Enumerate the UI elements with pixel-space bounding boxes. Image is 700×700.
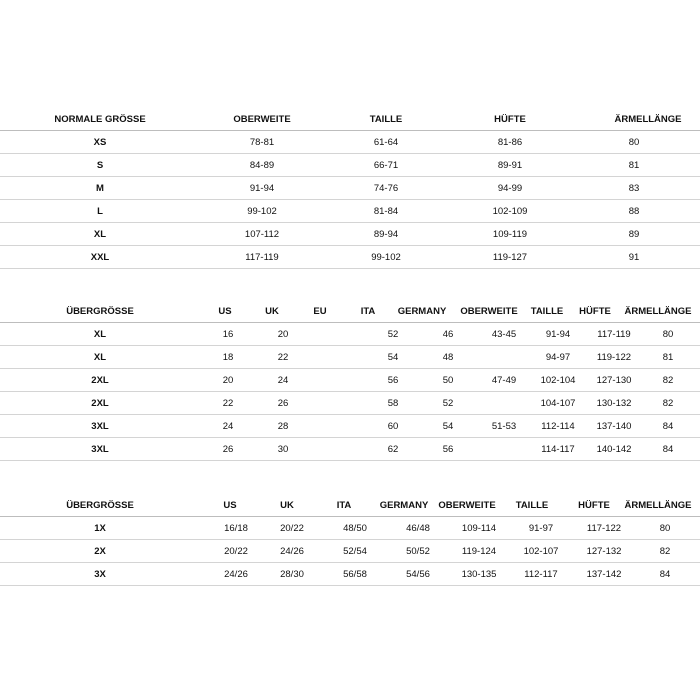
table-row [0,438,700,461]
table-row [0,154,700,177]
header-cell: ÄRMELLÄNGE [624,305,692,317]
value-cell: 102-104 [540,374,576,386]
value-cell: 80 [628,136,640,148]
header-cell: GERMANY [397,305,447,317]
value-cell: 52/54 [343,545,367,557]
header-cell: UK [265,305,279,317]
value-cell: 46/48 [406,522,430,534]
value-cell: 127-132 [586,545,622,557]
value-cell: 48 [442,351,454,363]
header-cell: HÜFTE [578,499,610,511]
value-cell: 66-71 [373,159,399,171]
header-cell: ÄRMELLÄNGE [614,113,682,125]
value-cell: 74-76 [373,182,399,194]
value-cell: 18 [222,351,234,363]
value-cell: 56/58 [343,568,367,580]
header-cell: TAILLE [530,305,564,317]
value-cell: 48/50 [343,522,367,534]
value-cell: 104-107 [540,397,576,409]
value-cell: 56 [442,443,454,455]
value-cell: 84-89 [249,159,275,171]
value-cell: 91-94 [545,328,571,340]
size-label-cell: 3X [94,568,106,580]
value-cell: 54/56 [406,568,430,580]
header-cell: ÄRMELLÄNGE [624,499,692,511]
value-cell: 130-132 [596,397,632,409]
value-cell: 89 [628,228,640,240]
size-label-cell: 3XL [91,443,109,455]
value-cell: 109-114 [461,522,497,534]
value-cell: 24/26 [224,568,248,580]
value-cell: 28 [277,420,289,432]
size-label-cell: XXL [90,251,110,263]
header-cell: ITA [360,305,376,317]
value-cell: 46 [442,328,454,340]
value-cell: 114-117 [541,443,575,455]
header-cell: GERMANY [379,499,429,511]
value-cell: 81-84 [373,205,399,217]
value-cell: 117-122 [586,522,622,534]
table-row [0,346,700,369]
table-row [0,200,700,223]
value-cell: 140-142 [596,443,632,455]
value-cell: 137-142 [586,568,622,580]
value-cell: 22 [277,351,289,363]
value-cell: 89-91 [497,159,523,171]
value-cell: 54 [442,420,454,432]
value-cell: 54 [387,351,399,363]
value-cell: 81-86 [497,136,523,148]
table-header-row [0,108,700,131]
value-cell: 99-102 [247,205,277,217]
value-cell: 91-97 [528,522,554,534]
size-label-cell: XL [93,328,107,340]
size-table-normal [0,108,700,269]
value-cell: 26 [222,443,234,455]
value-cell: 91 [628,251,640,263]
value-cell: 82 [662,374,674,386]
value-cell: 24/26 [280,545,304,557]
value-cell: 84 [659,568,671,580]
header-cell: ITA [336,499,352,511]
value-cell: 81 [628,159,640,171]
size-label-cell: XL [93,351,107,363]
value-cell: 99-102 [371,251,401,263]
header-cell: OBERWEITE [233,113,291,125]
value-cell: 24 [277,374,289,386]
value-cell: 56 [387,374,399,386]
value-cell: 127-130 [596,374,632,386]
size-table-plus [0,300,700,461]
size-label-cell: 3XL [91,420,109,432]
table-row [0,246,700,269]
value-cell: 109-119 [492,228,528,240]
value-cell: 28/30 [280,568,304,580]
header-cell: ÜBERGRÖSSE [66,499,134,511]
value-cell: 119-127 [492,251,528,263]
value-cell: 50/52 [406,545,430,557]
header-cell: US [223,499,237,511]
size-table-plus-x [0,494,700,586]
value-cell: 119-122 [596,351,632,363]
value-cell: 102-107 [523,545,559,557]
value-cell: 82 [662,397,674,409]
value-cell: 16 [222,328,234,340]
size-label-cell: 2XL [91,374,109,386]
value-cell: 80 [662,328,674,340]
value-cell: 26 [277,397,289,409]
table-header-row [0,494,700,517]
table-row [0,323,700,346]
value-cell: 91-94 [249,182,275,194]
header-cell: TAILLE [369,113,403,125]
table-row [0,517,700,540]
table-row [0,223,700,246]
value-cell: 51-53 [491,420,517,432]
value-cell: 20/22 [224,545,248,557]
size-label-cell: S [96,159,104,171]
value-cell: 47-49 [491,374,517,386]
value-cell: 16/18 [224,522,248,534]
value-cell: 82 [659,545,671,557]
value-cell: 130-135 [461,568,497,580]
header-cell: OBERWEITE [438,499,496,511]
value-cell: 83 [628,182,640,194]
table-row [0,540,700,563]
table-row [0,415,700,438]
value-cell: 84 [662,443,674,455]
value-cell: 102-109 [492,205,528,217]
header-cell: OBERWEITE [460,305,518,317]
table-row [0,369,700,392]
size-label-cell: XS [93,136,107,148]
table-row [0,177,700,200]
value-cell: 52 [442,397,454,409]
size-label-cell: L [97,205,103,217]
value-cell: 119-124 [461,545,497,557]
value-cell: 80 [659,522,671,534]
size-label-cell: M [96,182,104,194]
header-cell: UK [280,499,294,511]
header-cell: US [218,305,232,317]
table-row [0,392,700,415]
table-row [0,563,700,586]
size-label-cell: 2XL [91,397,109,409]
value-cell: 78-81 [249,136,275,148]
value-cell: 20/22 [280,522,304,534]
value-cell: 24 [222,420,234,432]
table-row [0,131,700,154]
value-cell: 50 [442,374,454,386]
value-cell: 30 [277,443,289,455]
value-cell: 61-64 [373,136,399,148]
value-cell: 84 [662,420,674,432]
value-cell: 81 [662,351,674,363]
value-cell: 94-97 [545,351,571,363]
header-cell: ÜBERGRÖSSE [66,305,134,317]
value-cell: 88 [628,205,640,217]
value-cell: 52 [387,328,399,340]
value-cell: 112-117 [524,568,558,580]
value-cell: 62 [387,443,399,455]
value-cell: 43-45 [491,328,517,340]
value-cell: 58 [387,397,399,409]
value-cell: 89-94 [373,228,399,240]
header-cell: NORMALE GRÖSSE [54,113,146,125]
value-cell: 20 [277,328,289,340]
header-cell: HÜFTE [494,113,526,125]
value-cell: 107-112 [244,228,280,240]
value-cell: 137-140 [596,420,632,432]
header-cell: EU [313,305,327,317]
size-label-cell: 2X [94,545,106,557]
value-cell: 94-99 [497,182,523,194]
size-label-cell: XL [93,228,107,240]
value-cell: 22 [222,397,234,409]
value-cell: 20 [222,374,234,386]
size-label-cell: 1X [94,522,106,534]
value-cell: 117-119 [597,328,631,340]
value-cell: 60 [387,420,399,432]
value-cell: 112-114 [541,420,575,432]
table-header-row [0,300,700,323]
value-cell: 117-119 [245,251,279,263]
header-cell: HÜFTE [579,305,611,317]
header-cell: TAILLE [515,499,549,511]
